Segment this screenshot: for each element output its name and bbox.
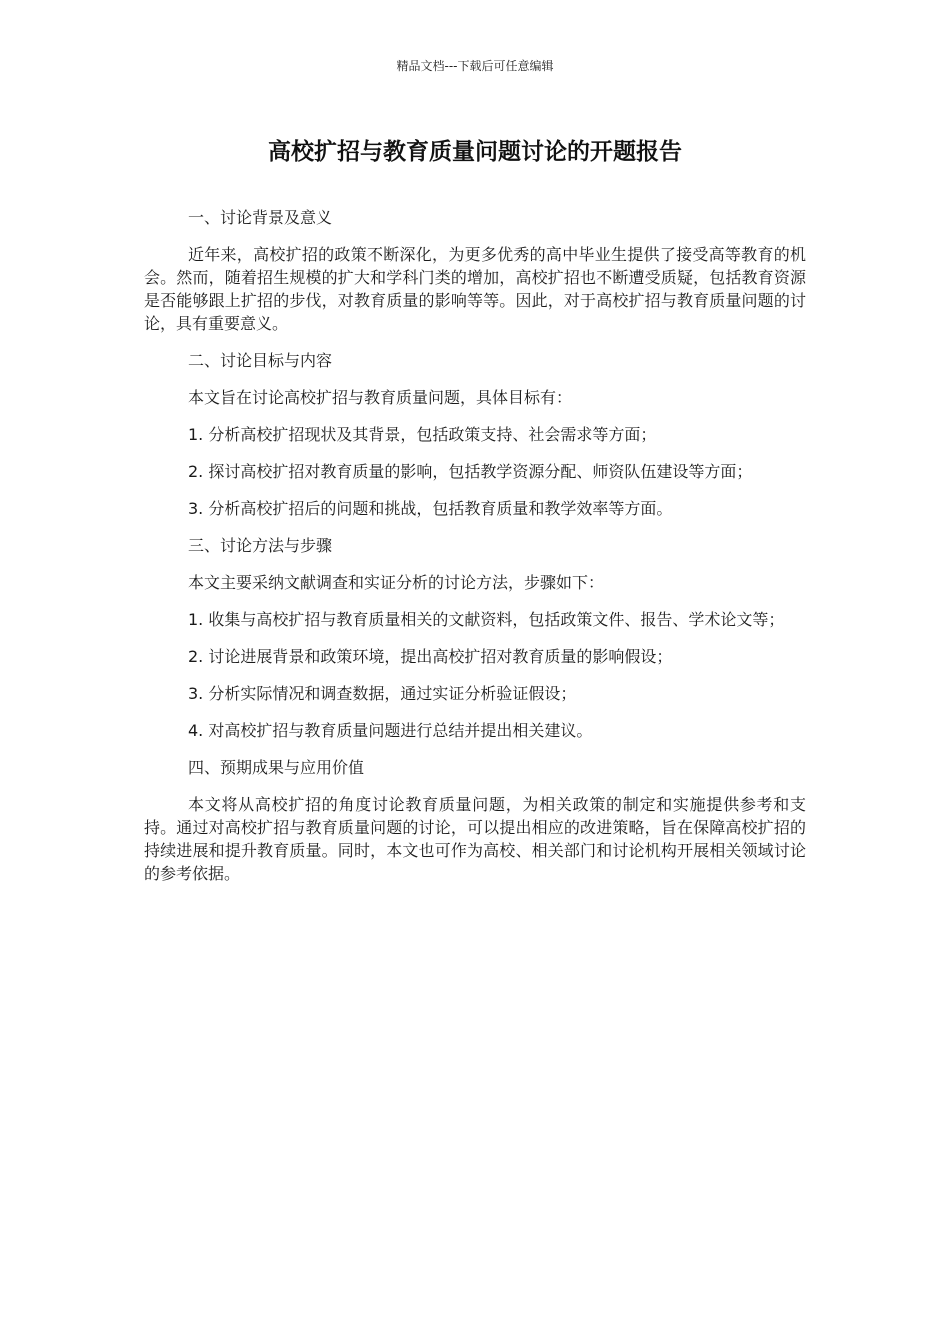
- list-item-step-1: 1. 收集与高校扩招与教育质量相关的文献资料，包括政策文件、报告、学术论文等；: [188, 610, 785, 629]
- section-heading-goals: 二、讨论目标与内容: [188, 351, 333, 370]
- header-note: 精品文档---下载后可任意编辑: [396, 59, 554, 73]
- section-heading-methods: 三、讨论方法与步骤: [188, 536, 333, 555]
- paragraph-outcomes: 本文将从高校扩招的角度讨论教育质量问题，为相关政策的制定和实施提供参考和支持。通过对高校扩招与教育质量问题的讨论，可以提出相应的改进策略，旨在保障高校扩招的持续进展和提升教育质量。同时，本文也可作为高校、相关部门和讨论机构开展相关领域讨论的参考依据。: [144, 795, 806, 883]
- paragraph-methods-intro: 本文主要采纳文献调查和实证分析的讨论方法，步骤如下：: [188, 573, 605, 592]
- list-item-step-4: 4. 对高校扩招与教育质量问题进行总结并提出相关建议。: [188, 721, 593, 740]
- paragraph-background: 近年来，高校扩招的政策不断深化，为更多优秀的高中毕业生提供了接受高等教育的机会。然而，随着招生规模的扩大和学科门类的增加，高校扩招也不断遭受质疑，包括教育资源是否能够跟上扩招的步伐，对教育质量的影响等等。因此，对于高校扩招与教育质量问题的讨论，具有重要意义。: [144, 245, 806, 333]
- document-body: [144, 206, 806, 899]
- list-item-goal-2: 2. 探讨高校扩招对教育质量的影响，包括教学资源分配、师资队伍建设等方面；: [188, 462, 753, 481]
- list-item-goal-3: 3. 分析高校扩招后的问题和挑战，包括教育质量和教学效率等方面。: [188, 499, 673, 518]
- section-heading-background: 一、讨论背景及意义: [188, 208, 333, 227]
- paragraph-goals-intro: 本文旨在讨论高校扩招与教育质量问题，具体目标有：: [188, 388, 573, 407]
- list-item-step-3: 3. 分析实际情况和调查数据，通过实证分析验证假设；: [188, 684, 577, 703]
- list-item-goal-1: 1. 分析高校扩招现状及其背景，包括政策支持、社会需求等方面；: [188, 425, 657, 444]
- document-title: 高校扩招与教育质量问题讨论的开题报告: [268, 139, 682, 165]
- list-item-step-2: 2. 讨论进展背景和政策环境，提出高校扩招对教育质量的影响假设；: [188, 647, 673, 666]
- section-heading-outcomes: 四、预期成果与应用价值: [188, 758, 365, 777]
